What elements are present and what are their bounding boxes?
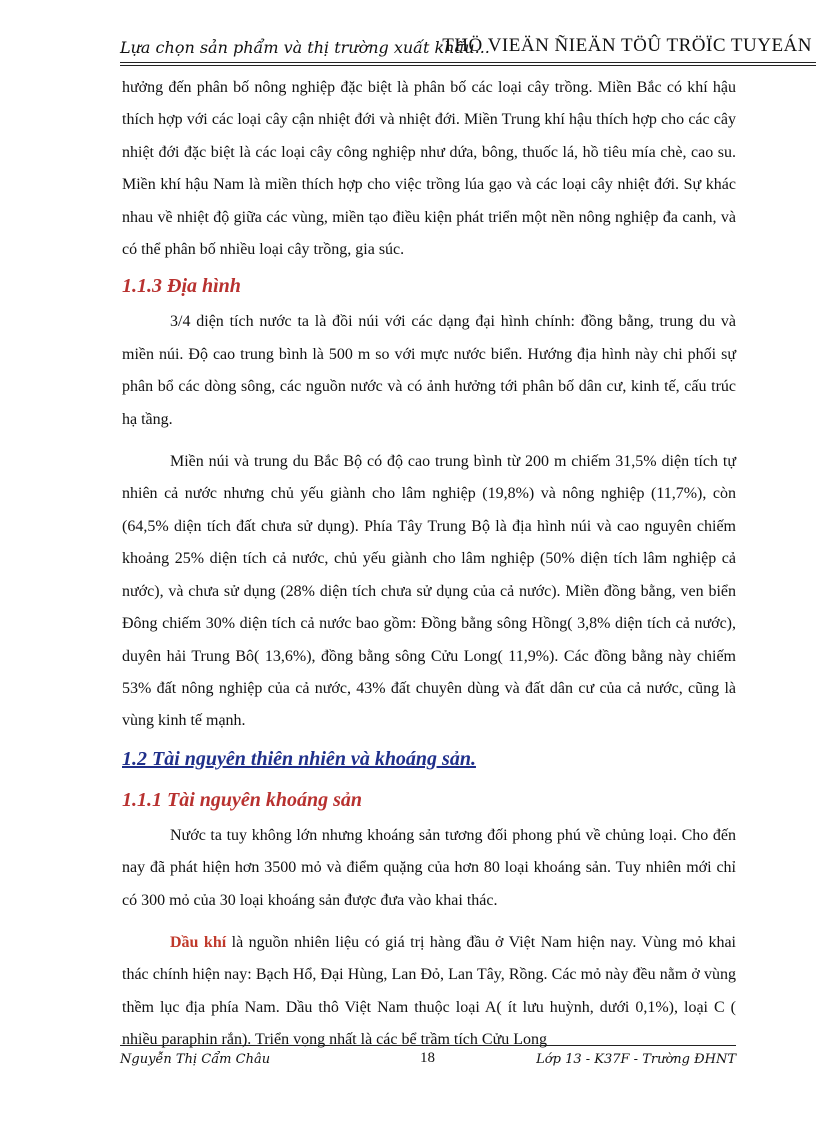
heading-khoang-san: 1.1.1 Tài nguyên khoáng sản bbox=[122, 788, 363, 811]
heading-dia-hinh: 1.1.3 Địa hình bbox=[122, 275, 241, 298]
footer-class-info: Lớp 13 - K37F - Trường ĐHNT bbox=[536, 1052, 736, 1067]
page-header bbox=[120, 30, 816, 62]
footer-author: Nguyễn Thị Cẩm Châu bbox=[120, 1052, 271, 1067]
header-library-name: THÖ VIEÄN ÑIEÄN TÖÛ TRÖÏC TUYEÁN bbox=[442, 35, 812, 56]
paragraph-terrain-regions: Miền núi và trung du Bắc Bộ có độ cao trung bình từ 200 m chiếm 31,5% diện tích tự nhiên cả nước nhưng chủ yếu giành cho lâm nghiệp (19,8%) và nông nghiệp (11,7%), còn (64,5% diện tích đất chưa sử dụng). Phía Tây Trung Bộ là địa hình núi và cao nguyên chiếm khoảng 25% diện tích cả nước, chủ yếu giành cho lâm nghiệp (50% diện tích lâm nghiệp cả nước), và chưa sử dụng (28% diện tích chưa sử dụng của cả nước). Miền đồng bằng, ven biển Đông chiếm 30% diện tích cả nước bao gồm: Đồng bằng sông Hồng( 3,8% diện tích cả nước), duyên hải Trung Bô( 13,6%), đồng bằng sông Cửu Long( 11,9%). Các đồng bằng này chiếm 53% đất nông nghiệp của cả nước, 43% đất chuyên dùng và đất dân cư của cả nước, cũng là vùng kinh tế mạnh. bbox=[122, 453, 736, 730]
page-body bbox=[122, 72, 736, 1057]
header-title: Lựa chọn sản phẩm và thị trường xuất khẩu... bbox=[120, 38, 490, 57]
paragraph-minerals: Nước ta tuy không lớn nhưng khoáng sản tương đối phong phú về chủng loại. Cho đến nay đã phát hiện hơn 3500 mỏ và điểm quặng của hơn 80 loại khoáng sản. Tuy nhiên mới chỉ có 300 mỏ của 30 loại khoáng sản được đưa vào khai thác. bbox=[122, 826, 736, 909]
term-dau-khi: Dầu khí bbox=[170, 933, 227, 951]
header-divider bbox=[120, 62, 816, 66]
paragraph-oil-gas-text: là nguồn nhiên liệu có giá trị hàng đầu ở Việt Nam hiện nay. Vùng mỏ khai thác chính hiện nay: Bạch Hổ, Đại Hùng, Lan Đỏ, Lan Tây, Rồng. Các mỏ này đều nằm ở vùng thềm lục địa phía Nam. Dầu thô Việt Nam thuộc loại A( ít lưu huỳnh, dưới 0,1%), loại C ( nhiều paraphin rắn). Triển vọng nhất là các bể trầm tích Cửu Long bbox=[122, 933, 736, 1049]
paragraph-climate: hưởng đến phân bố nông nghiệp đặc biệt là phân bố các loại cây trồng. Miền Bắc có khí hậu thích hợp với các loại cây cận nhiệt đới và nhiệt đới. Miền Trung khí hậu thích hợp cho các cây nhiệt đới đặc biệt là các loại cây công nghiệp như dứa, bông, thuốc lá, hồ tiêu mía chè, cao su. Miền khí hậu Nam là miền thích hợp cho việc trồng lúa gạo và các loại cây nhiệt đới. Sự khác nhau về nhiệt độ giữa các vùng, miền tạo điều kiện phát triển một nền nông nghiệp đa canh, và có thể phân bố nhiều loại cây trồng, gia súc. bbox=[122, 79, 736, 259]
page-footer bbox=[120, 1050, 736, 1074]
heading-tai-nguyen: 1.2 Tài nguyên thiên nhiên và khoáng sản. bbox=[122, 747, 476, 770]
page-number: 18 bbox=[420, 1050, 435, 1066]
paragraph-oil-gas bbox=[122, 927, 736, 1057]
footer-divider bbox=[120, 1045, 736, 1046]
paragraph-terrain-overview: 3/4 diện tích nước ta là đồi núi với các dạng đại hình chính: đồng bằng, trung du và miền núi. Độ cao trung bình là 500 m so với mực nước biển. Hướng địa hình này chi phối sự phân bổ các dòng sông, các nguồn nước và có ảnh hưởng tới phân bố dân cư, kinh tế, cấu trúc hạ tầng. bbox=[122, 313, 736, 428]
